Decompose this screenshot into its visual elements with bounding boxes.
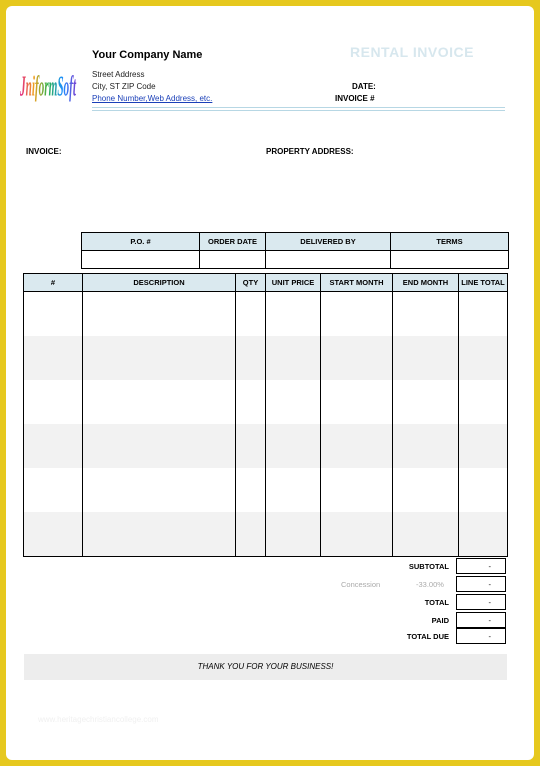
company-name: Your Company Name	[92, 49, 203, 61]
document-title: RENTAL INVOICE	[350, 44, 474, 60]
concession-value[interactable]: -	[456, 576, 506, 592]
po-value-row	[82, 251, 509, 269]
table-row	[24, 292, 508, 337]
bill-to-label: INVOICE:	[26, 147, 62, 156]
table-row	[24, 424, 508, 468]
po-header-row	[82, 233, 509, 251]
total-value[interactable]: -	[456, 594, 506, 610]
concession-rate: -33.00%	[416, 580, 444, 589]
total-due-value[interactable]: -	[456, 628, 506, 644]
concession-label: Concession	[341, 580, 381, 589]
invoice-page	[6, 6, 534, 760]
subtotal-value[interactable]: -	[456, 558, 506, 574]
table-row	[24, 380, 508, 424]
line-items-table	[23, 273, 508, 557]
watermark: www.heritagechristiancollege.com	[38, 715, 159, 724]
invoice-number-label: INVOICE #	[335, 94, 375, 103]
table-row	[24, 336, 508, 380]
items-header-row	[24, 274, 508, 292]
end-month-header: END MONTH	[393, 274, 459, 292]
item-number-header: #	[24, 274, 83, 292]
header-divider	[92, 107, 505, 108]
start-month-header: START MONTH	[321, 274, 393, 292]
subtotal-label: SUBTOTAL	[408, 562, 449, 571]
qty-header: QTY	[236, 274, 266, 292]
delivered-by-header: DELIVERED BY	[266, 233, 391, 251]
street-address: Street Address	[92, 70, 145, 79]
po-number-cell[interactable]	[82, 251, 200, 269]
line-total-header: LINE TOTAL	[459, 274, 508, 292]
paid-value[interactable]: -	[456, 612, 506, 628]
total-due-label: TOTAL DUE	[406, 632, 449, 641]
header-divider-2	[92, 110, 505, 111]
po-number-header: P.O. #	[82, 233, 200, 251]
delivered-by-cell[interactable]	[266, 251, 391, 269]
unit-price-header: UNIT PRICE	[266, 274, 321, 292]
order-date-cell[interactable]	[200, 251, 266, 269]
property-address-label: PROPERTY ADDRESS:	[266, 147, 354, 156]
po-table	[81, 232, 509, 269]
order-date-header: ORDER DATE	[200, 233, 266, 251]
date-label: DATE:	[352, 82, 376, 91]
total-label: TOTAL	[424, 598, 449, 607]
svg-text:JniformSoft: JniformSoft	[19, 71, 77, 104]
description-header: DESCRIPTION	[83, 274, 236, 292]
contact-link[interactable]: Phone Number,Web Address, etc.	[92, 94, 213, 103]
table-row	[24, 512, 508, 557]
thank-you-banner: THANK YOU FOR YOUR BUSINESS!	[24, 654, 507, 680]
company-logo	[20, 60, 78, 106]
table-row	[24, 468, 508, 512]
terms-cell[interactable]	[391, 251, 509, 269]
paid-label: PAID	[431, 616, 449, 625]
terms-header: TERMS	[391, 233, 509, 251]
city-state-zip: City, ST ZIP Code	[92, 82, 156, 91]
